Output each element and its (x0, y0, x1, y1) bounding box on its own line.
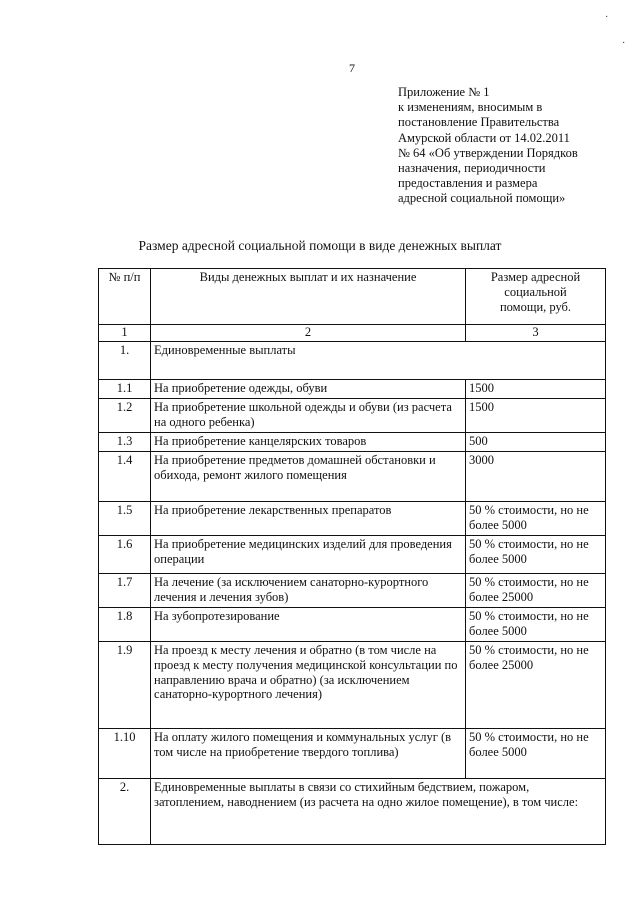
page-number: 7 (349, 61, 355, 75)
table-section-row (99, 342, 606, 380)
row-number: 1.10 (99, 729, 151, 779)
row-description: На проезд к месту лечения и обратно (в том числе на проезд к месту получения медицинской консультации по направлению врача и обратно) (за исключением санаторно-курортного лечения) (151, 642, 466, 729)
row-amount: 1500 (466, 399, 606, 433)
header-amount-line: помощи, руб. (499, 299, 572, 314)
row-number: 1.2 (99, 399, 151, 433)
row-amount: 3000 (466, 452, 606, 502)
table-row (99, 729, 606, 779)
row-description: Единовременные выплаты (151, 342, 606, 380)
table-row (99, 642, 606, 729)
row-number: 1. (99, 342, 151, 380)
appendix-line: № 64 «Об утверждении Порядков (398, 145, 578, 160)
appendix-line: предоставления и размера (398, 176, 538, 191)
row-description: На оплату жилого помещения и коммунальных услуг (в том числе на приобретение твердого топлива) (151, 729, 466, 779)
table-row (99, 536, 606, 574)
appendix-line: Амурской области от 14.02.2011 (398, 130, 570, 145)
row-number: 1.3 (99, 433, 151, 452)
column-number: 1 (99, 325, 151, 342)
appendix-line: адресной социальной помощи» (398, 191, 566, 206)
row-amount: 50 % стоимости, но не более 25000 (466, 574, 606, 608)
table-row (99, 433, 606, 452)
appendix-line: назначения, периодичности (398, 161, 546, 176)
row-number: 1.9 (99, 642, 151, 729)
row-amount: 50 % стоимости, но не более 5000 (466, 502, 606, 536)
document-title: Размер адресной социальной помощи в виде денежных выплат (138, 238, 502, 253)
row-amount: 1500 (466, 380, 606, 399)
table-header-row (99, 269, 606, 325)
row-description: На лечение (за исключением санаторно-курортного лечения и лечения зубов) (151, 574, 466, 608)
header-amount-line: социальной (504, 284, 567, 299)
row-amount: 50 % стоимости, но не более 5000 (466, 536, 606, 574)
payments-table (98, 268, 606, 845)
row-number: 1.4 (99, 452, 151, 502)
column-number: 2 (151, 325, 466, 342)
row-description: Единовременные выплаты в связи со стихийным бедствием, пожаром, затоплением, наводнением (из расчета на одно жилое помещение), в том числе: (151, 779, 606, 845)
scan-mark: · (605, 12, 609, 23)
table-row (99, 574, 606, 608)
row-number: 1.7 (99, 574, 151, 608)
header-amount-line: Размер адресной (490, 270, 581, 284)
header-num: № п/п (99, 269, 151, 325)
row-number: 1.8 (99, 608, 151, 642)
row-description: На зубопротезирование (151, 608, 466, 642)
row-description: На приобретение медицинских изделий для проведения операции (151, 536, 466, 574)
header-amount (466, 269, 606, 325)
row-amount: 50 % стоимости, но не более 25000 (466, 642, 606, 729)
row-amount: 500 (466, 433, 606, 452)
table-section-row (99, 779, 606, 845)
row-number: 1.1 (99, 380, 151, 399)
row-amount: 50 % стоимости, но не более 5000 (466, 608, 606, 642)
row-number: 1.6 (99, 536, 151, 574)
table-row (99, 608, 606, 642)
appendix-note (398, 85, 623, 207)
table-row (99, 399, 606, 433)
header-type: Виды денежных выплат и их назначение (151, 269, 466, 325)
row-number: 1.5 (99, 502, 151, 536)
appendix-line: к изменениям, вносимым в (398, 100, 543, 115)
table-row (99, 502, 606, 536)
appendix-line: Приложение № 1 (398, 85, 490, 99)
row-description: На приобретение лекарственных препаратов (151, 502, 466, 536)
row-description: На приобретение канцелярских товаров (151, 433, 466, 452)
table-row (99, 380, 606, 399)
row-number: 2. (99, 779, 151, 845)
column-number-row (99, 325, 606, 342)
row-amount: 50 % стоимости, но не более 5000 (466, 729, 606, 779)
row-description: На приобретение одежды, обуви (151, 380, 466, 399)
appendix-line: постановление Правительства (398, 115, 560, 130)
row-description: На приобретение предметов домашней обстановки и обихода, ремонт жилого помещения (151, 452, 466, 502)
scan-mark: · (622, 38, 626, 49)
column-number: 3 (466, 325, 606, 342)
table-row (99, 452, 606, 502)
row-description: На приобретение школьной одежды и обуви (из расчета на одного ребенка) (151, 399, 466, 433)
